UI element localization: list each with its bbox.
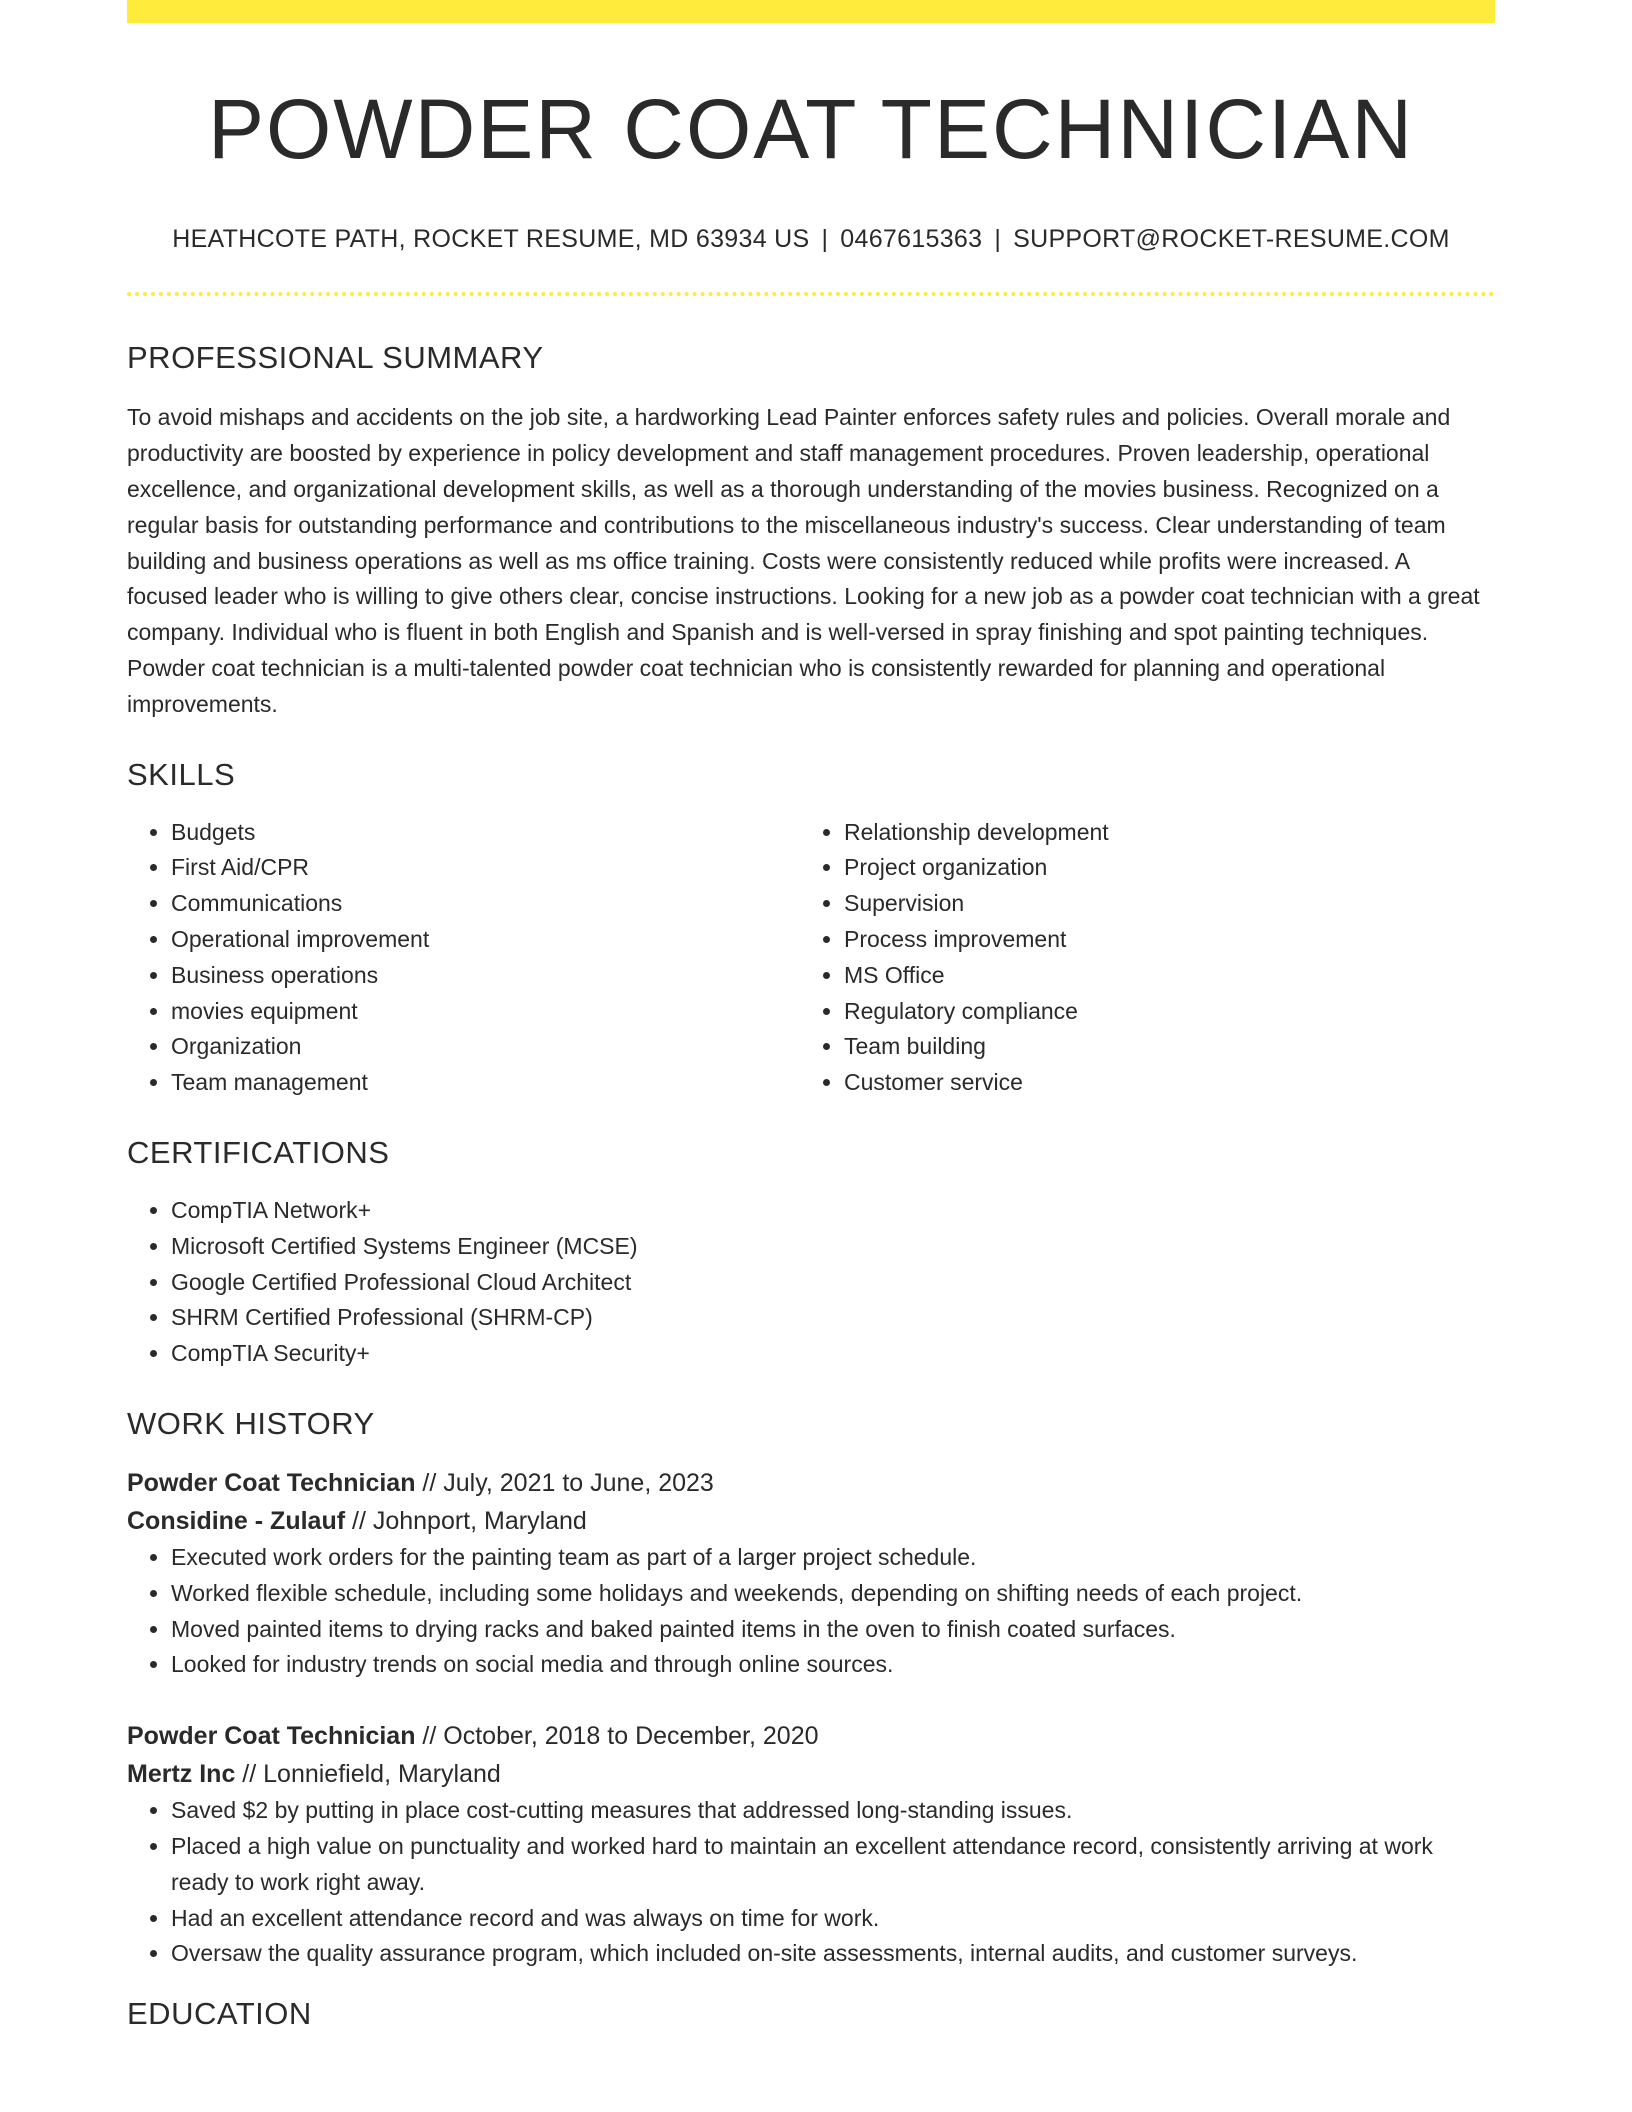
job-entry: [127, 1464, 1495, 1683]
job-bullet: • Moved painted items to drying racks and baked painted items in the oven to finish coated surfaces.: [171, 1612, 1495, 1648]
skill-item: • Process improvement: [844, 922, 1473, 958]
contact-line: [127, 225, 1495, 254]
job-location: // Lonniefield, Maryland: [235, 1760, 501, 1789]
contact-phone: 0467615363: [840, 225, 983, 254]
job-role: Powder Coat Technician: [127, 1468, 416, 1497]
job-role-line: [127, 1717, 1495, 1755]
skill-item: • movies equipment: [171, 994, 800, 1030]
work-history-heading: WORK HISTORY: [127, 1405, 375, 1441]
resume-page: [127, 0, 1495, 2032]
skill-item: • Operational improvement: [171, 922, 800, 958]
job-company-line: [127, 1755, 1495, 1793]
job-bullet: • Saved $2 by putting in place cost-cutting measures that addressed long-standing issues.: [171, 1793, 1495, 1829]
job-dates: // October, 2018 to December, 2020: [415, 1722, 819, 1751]
skill-item: • Business operations: [171, 958, 800, 994]
skill-item: • Supervision: [844, 886, 1473, 922]
contact-address: HEATHCOTE PATH, ROCKET RESUME, MD 63934 US: [172, 225, 810, 254]
skill-item: • MS Office: [844, 958, 1473, 994]
skill-item: • Regulatory compliance: [844, 994, 1473, 1030]
job-bullets: [127, 1793, 1495, 1972]
job-bullet: • Placed a high value on punctuality and worked hard to maintain an excellent attendance record, consistently arriving at work ready to work right away.: [171, 1829, 1495, 1901]
skill-item: • Budgets: [171, 815, 800, 851]
skill-item: • Organization: [171, 1029, 800, 1065]
certifications-list: [127, 1193, 1495, 1372]
skills-column-left: [127, 815, 800, 1101]
skill-item: • Relationship development: [844, 815, 1473, 851]
education-heading: EDUCATION: [127, 1996, 312, 2032]
certification-item: • SHRM Certified Professional (SHRM-CP): [171, 1300, 1495, 1336]
dotted-divider: [127, 292, 1495, 296]
job-bullet: • Oversaw the quality assurance program, which included on-site assessments, internal audits, and customer surveys.: [171, 1936, 1495, 1972]
contact-email: SUPPORT@ROCKET-RESUME.COM: [1013, 225, 1450, 254]
job-entry: [127, 1717, 1495, 1972]
job-bullet: • Looked for industry trends on social media and through online sources.: [171, 1647, 1495, 1683]
accent-top-bar: [127, 0, 1495, 23]
job-role-line: [127, 1464, 1495, 1502]
skill-item: • Customer service: [844, 1065, 1473, 1101]
certification-item: • CompTIA Security+: [171, 1336, 1495, 1372]
job-bullet: • Worked flexible schedule, including some holidays and weekends, depending on shifting needs of each project.: [171, 1576, 1495, 1612]
job-location: // Johnport, Maryland: [345, 1506, 587, 1535]
job-bullet: • Executed work orders for the painting team as part of a larger project schedule.: [171, 1540, 1495, 1576]
certification-item: • Microsoft Certified Systems Engineer (MCSE): [171, 1229, 1495, 1265]
skill-item: • First Aid/CPR: [171, 850, 800, 886]
resume-title: POWDER COAT TECHNICIAN: [207, 82, 1415, 176]
job-role: Powder Coat Technician: [127, 1722, 416, 1751]
skill-item: • Team building: [844, 1029, 1473, 1065]
contact-separator: |: [994, 225, 1002, 254]
job-company: Considine - Zulauf: [127, 1506, 346, 1535]
skills-list: [127, 815, 1495, 1101]
certification-item: • Google Certified Professional Cloud Architect: [171, 1265, 1495, 1301]
skill-item: • Project organization: [844, 850, 1473, 886]
job-company-line: [127, 1502, 1495, 1540]
certification-item: • CompTIA Network+: [171, 1193, 1495, 1229]
skills-heading: SKILLS: [127, 756, 236, 792]
skill-item: • Communications: [171, 886, 800, 922]
summary-text: To avoid mishaps and accidents on the job site, a hardworking Lead Painter enforces safety rules and policies. Overall morale and productivity are boosted by experience in policy development and staff management procedures. Proven leadership, operational excellence, and organizational development skills, as well as a thorough understanding of the movies business. Recognized on a regular basis for outstanding performance and contributions to the miscellaneous industry's success. Clear understanding of team building and business operations as well as ms office training. Costs were consistently reduced while profits were increased. A focused leader who is willing to give others clear, concise instructions. Looking for a new job as a powder coat technician with a great company. Individual who is fluent in both English and Spanish and is well-versed in spray finishing and spot painting techniques. Powder coat technician is a multi-talented powder coat technician who is consistently rewarded for planning and operational improvements.: [127, 404, 1480, 717]
contact-separator: |: [821, 225, 829, 254]
job-bullet: • Had an excellent attendance record and was always on time for work.: [171, 1901, 1495, 1937]
skill-item: • Team management: [171, 1065, 800, 1101]
job-company: Mertz Inc: [127, 1760, 236, 1789]
summary-heading: PROFESSIONAL SUMMARY: [127, 340, 544, 376]
job-dates: // July, 2021 to June, 2023: [415, 1468, 714, 1497]
job-bullets: [127, 1540, 1495, 1683]
certifications-heading: CERTIFICATIONS: [127, 1134, 390, 1170]
skills-column-right: [800, 815, 1473, 1101]
